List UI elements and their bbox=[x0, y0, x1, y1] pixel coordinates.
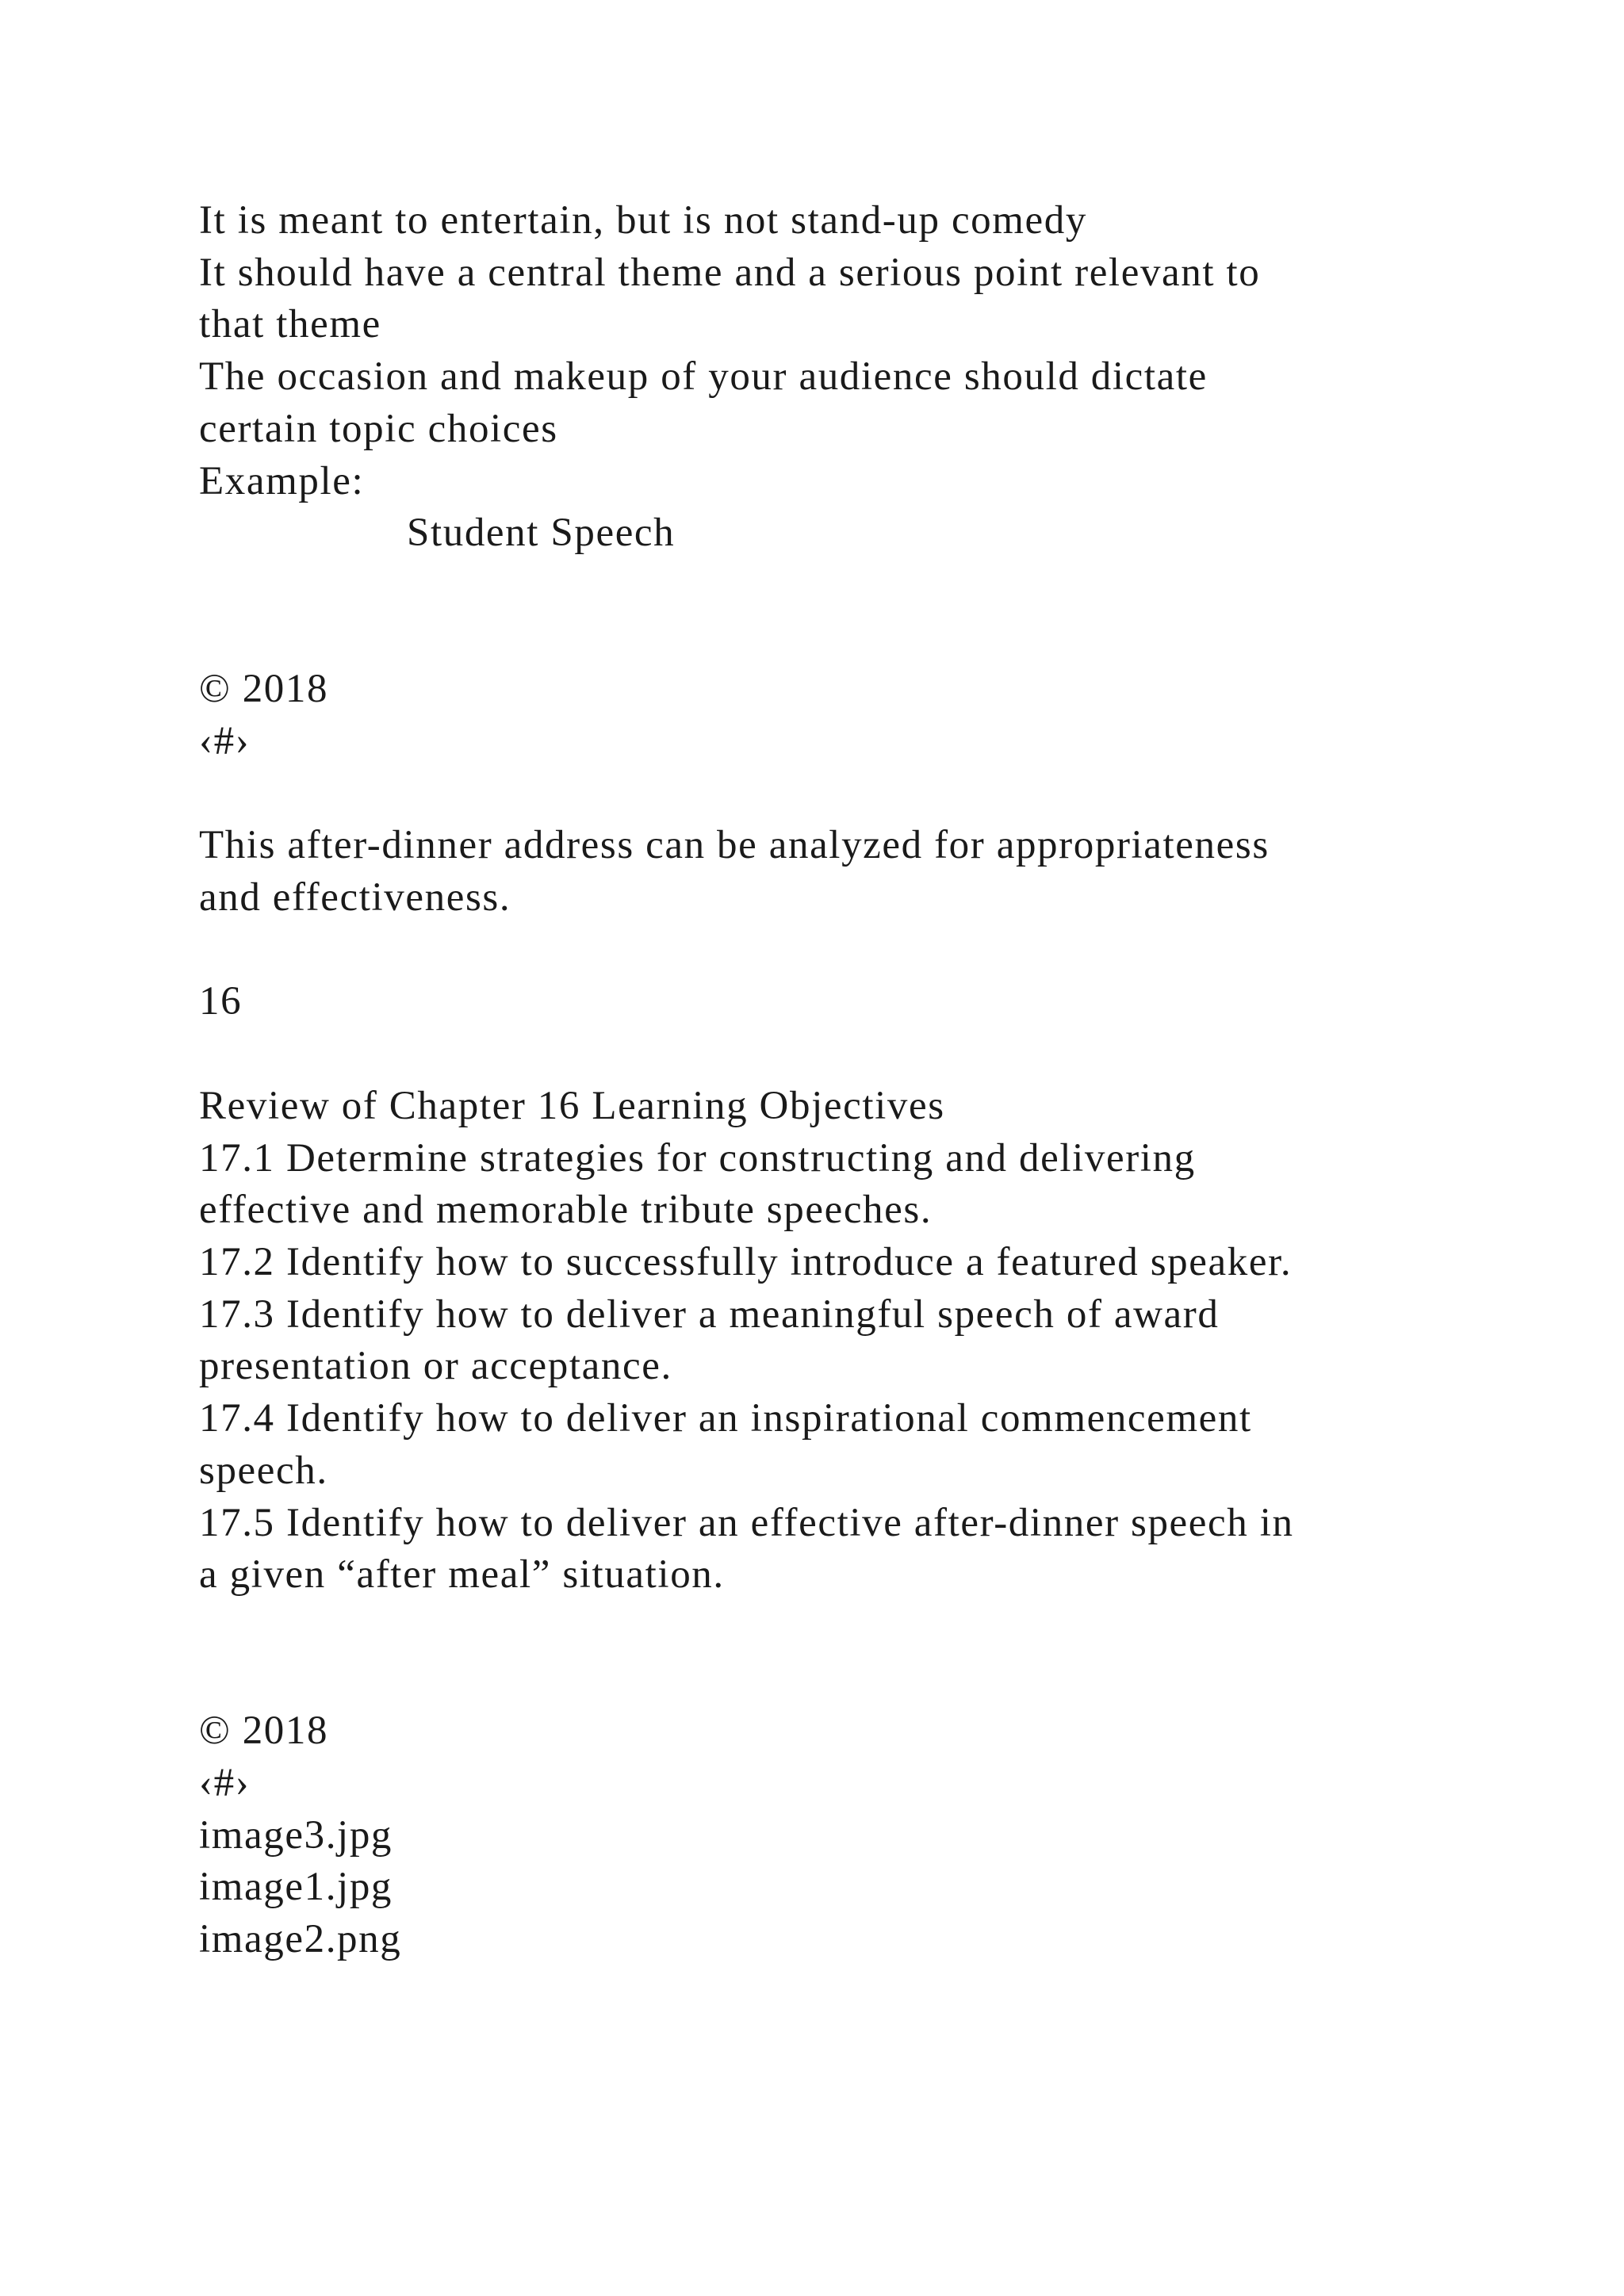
copyright-line: © 2018 bbox=[199, 667, 329, 712]
blank-line bbox=[199, 1028, 1436, 1081]
text-line: speech. bbox=[199, 1448, 328, 1493]
text-line: presentation or acceptance. bbox=[199, 1344, 672, 1389]
blank-line bbox=[199, 612, 1436, 664]
text-line: a given “after meal” situation. bbox=[199, 1552, 725, 1598]
text-line: 17.3 Identify how to deliver a meaningful speech of award bbox=[199, 1292, 1220, 1337]
section-heading: Review of Chapter 16 Learning Objectives bbox=[199, 1083, 945, 1128]
text-line: It should have a central theme and a serious point relevant to bbox=[199, 250, 1261, 295]
blank-line bbox=[199, 924, 1436, 977]
slide-number-placeholder: ‹#› bbox=[199, 1760, 251, 1805]
text-line: that theme bbox=[199, 302, 381, 347]
text-line: It is meant to entertain, but is not stand-up comedy bbox=[199, 198, 1087, 243]
text-line: certain topic choices bbox=[199, 406, 558, 451]
text-line: effective and memorable tribute speeches. bbox=[199, 1188, 933, 1233]
blank-line bbox=[199, 1654, 1436, 1706]
page-number: 16 bbox=[199, 979, 243, 1024]
text-line: 17.5 Identify how to deliver an effective after-dinner speech in bbox=[199, 1500, 1294, 1545]
image-filename: image1.jpg bbox=[199, 1865, 393, 1910]
image-filename: image2.png bbox=[199, 1917, 402, 1962]
copyright-line: © 2018 bbox=[199, 1709, 329, 1754]
blank-line bbox=[199, 1601, 1436, 1654]
text-line-indented: Student Speech bbox=[407, 511, 676, 556]
text-line: 17.4 Identify how to deliver an inspirational commencement bbox=[199, 1396, 1252, 1441]
blank-line bbox=[199, 768, 1436, 821]
text-line: Example: bbox=[199, 458, 365, 503]
blank-line bbox=[199, 560, 1436, 612]
document-body bbox=[199, 195, 1436, 1966]
text-line: The occasion and makeup of your audience should dictate bbox=[199, 354, 1208, 400]
slide-number-placeholder: ‹#› bbox=[199, 719, 251, 763]
image-filename: image3.jpg bbox=[199, 1812, 393, 1858]
text-line: This after-dinner address can be analyzed for appropriateness bbox=[199, 823, 1270, 868]
text-line: 17.1 Determine strategies for constructing and delivering bbox=[199, 1135, 1196, 1181]
text-line: 17.2 Identify how to successfully introduce a featured speaker. bbox=[199, 1239, 1293, 1284]
text-line: and effectiveness. bbox=[199, 875, 511, 920]
